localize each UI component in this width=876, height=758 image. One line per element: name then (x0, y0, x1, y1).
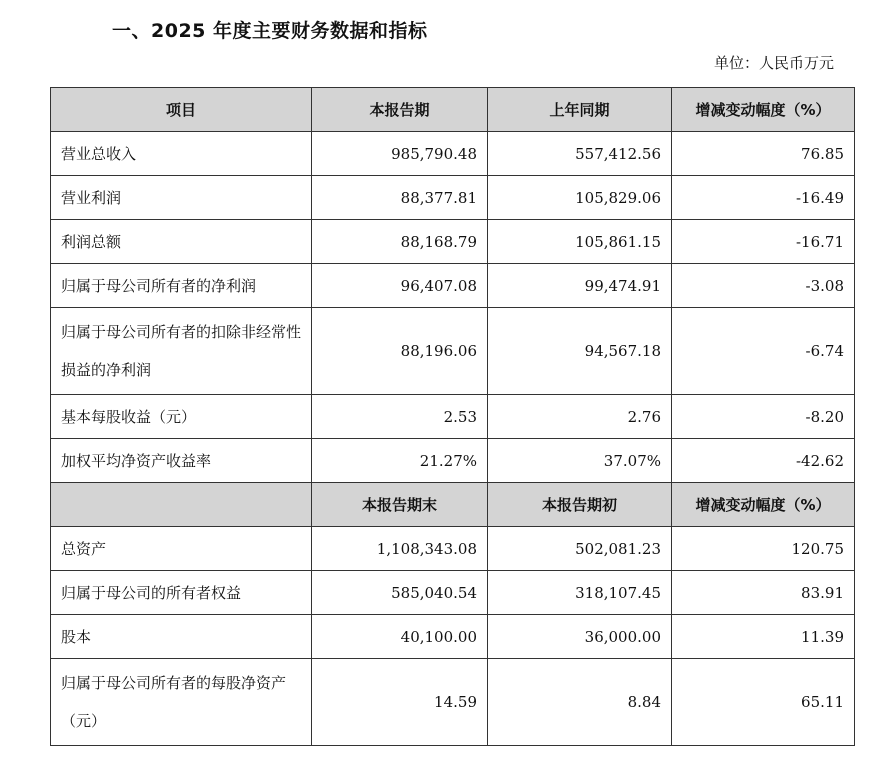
row-label: 归属于母公司所有者的扣除非经常性损益的净利润 (51, 308, 312, 395)
prior-value: 502,081.23 (488, 527, 672, 571)
change-value: 11.39 (672, 615, 855, 659)
header-cell-change-pct: 增减变动幅度（%） (672, 88, 855, 132)
change-value: -6.74 (672, 308, 855, 395)
prior-value: 318,107.45 (488, 571, 672, 615)
change-value: 120.75 (672, 527, 855, 571)
row-label: 归属于母公司所有者的净利润 (51, 264, 312, 308)
table-row (51, 176, 855, 220)
change-value: -16.71 (672, 220, 855, 264)
current-value: 585,040.54 (312, 571, 488, 615)
table-row (51, 615, 855, 659)
change-value: -42.62 (672, 439, 855, 483)
prior-value: 557,412.56 (488, 132, 672, 176)
table-row (51, 264, 855, 308)
current-value: 21.27% (312, 439, 488, 483)
table-row (51, 439, 855, 483)
prior-value: 94,567.18 (488, 308, 672, 395)
prior-value: 105,829.06 (488, 176, 672, 220)
financial-data-table (50, 87, 855, 746)
header-cell-period-start: 本报告期初 (488, 483, 672, 527)
change-value: -3.08 (672, 264, 855, 308)
current-value: 88,196.06 (312, 308, 488, 395)
header-cell-blank (51, 483, 312, 527)
row-label: 总资产 (51, 527, 312, 571)
current-value: 2.53 (312, 395, 488, 439)
row-label: 营业总收入 (51, 132, 312, 176)
row-label: 基本每股收益（元） (51, 395, 312, 439)
table-row (51, 659, 855, 746)
row-label: 股本 (51, 615, 312, 659)
change-value: -16.49 (672, 176, 855, 220)
unit-note: 单位：人民币万元 (713, 54, 834, 72)
current-value: 88,168.79 (312, 220, 488, 264)
prior-value: 99,474.91 (488, 264, 672, 308)
current-value: 40,100.00 (312, 615, 488, 659)
change-value: 83.91 (672, 571, 855, 615)
table-header-row (51, 88, 855, 132)
row-label: 归属于母公司的所有者权益 (51, 571, 312, 615)
section-heading: 一、2025 年度主要财务数据和指标 (112, 20, 428, 42)
row-label: 利润总额 (51, 220, 312, 264)
current-value: 985,790.48 (312, 132, 488, 176)
table-row (51, 132, 855, 176)
table-row (51, 220, 855, 264)
table-row (51, 571, 855, 615)
prior-value: 105,861.15 (488, 220, 672, 264)
prior-value: 37.07% (488, 439, 672, 483)
row-label: 归属于母公司所有者的每股净资产（元） (51, 659, 312, 746)
change-value: 76.85 (672, 132, 855, 176)
current-value: 88,377.81 (312, 176, 488, 220)
row-label: 营业利润 (51, 176, 312, 220)
prior-value: 2.76 (488, 395, 672, 439)
header-cell-prior-period: 上年同期 (488, 88, 672, 132)
current-value: 1,108,343.08 (312, 527, 488, 571)
table-row (51, 395, 855, 439)
header-cell-period-end: 本报告期末 (312, 483, 488, 527)
prior-value: 36,000.00 (488, 615, 672, 659)
row-label: 加权平均净资产收益率 (51, 439, 312, 483)
change-value: 65.11 (672, 659, 855, 746)
table-subheader-row (51, 483, 855, 527)
change-value: -8.20 (672, 395, 855, 439)
header-cell-item: 项目 (51, 88, 312, 132)
current-value: 14.59 (312, 659, 488, 746)
table-row (51, 308, 855, 395)
table-row (51, 527, 855, 571)
current-value: 96,407.08 (312, 264, 488, 308)
prior-value: 8.84 (488, 659, 672, 746)
header-cell-change-pct: 增减变动幅度（%） (672, 483, 855, 527)
header-cell-current-period: 本报告期 (312, 88, 488, 132)
